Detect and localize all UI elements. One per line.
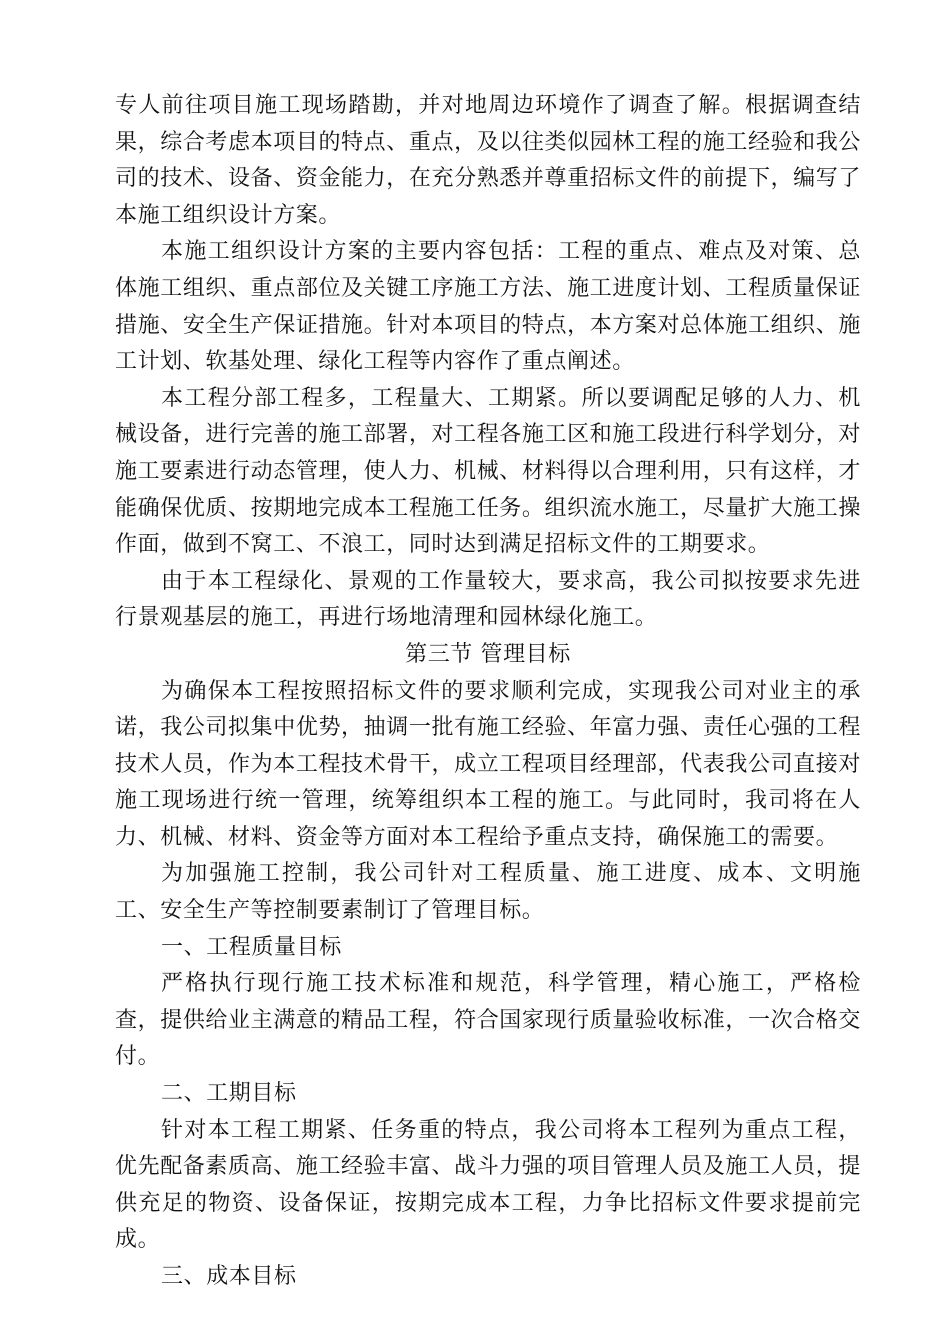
paragraph-continuation: 专人前往项目施工现场踏勘，并对地周边环境作了调查了解。根据调查结果，综合考虑本项目的特点、重点，及以往类似园林工程的施工经验和我公司的技术、设备、资金能力，在充分熟悉并尊重招标文件的前提下，编写了本施工组织设计方案。: [115, 93, 861, 228]
paragraph-control-goals: 为加强施工控制，我公司针对工程质量、施工进度、成本、文明施工、安全生产等控制要素制订了管理目标。: [115, 861, 861, 924]
goal-text-quality: 严格执行现行施工技术标准和规范，科学管理，精心施工，严格检查，提供给业主满意的精品工程，符合国家现行质量验收标准，一次合格交付。: [115, 971, 861, 1070]
paragraph-plan-contents: 本施工组织设计方案的主要内容包括：工程的重点、难点及对策、总体施工组织、重点部位及关键工序施工方法、施工进度计划、工程质量保证措施、安全生产保证措施。针对本项目的特点，本方案对总体施工组织、施工计划、软基处理、绿化工程等内容作了重点阐述。: [115, 239, 861, 375]
goal-heading-schedule: 二、工期目标: [161, 1081, 297, 1107]
section-title: 第三节 管理目标: [405, 641, 571, 667]
goal-heading-cost: 三、成本目标: [161, 1264, 297, 1289]
paragraph-management-intro: 为确保本工程按照招标文件的要求顺利完成，实现我公司对业主的承诺，我公司拟集中优势，抽调一批有施工经验、年富力强、责任心强的工程技术人员，作为本工程技术骨干，成立工程项目经理部，代表我公司直接对施工现场进行统一管理，统筹组织本工程的施工。与此同时，我司将在人力、机械、材料、资金等方面对本工程给予重点支持，确保施工的需要。: [115, 678, 861, 850]
document-body: [115, 88, 861, 1296]
paragraph-landscape-order: 由于本工程绿化、景观的工作量较大，要求高，我公司拟按要求先进行景观基层的施工，再进行场地清理和园林绿化施工。: [115, 568, 861, 631]
goal-heading-quality: 一、工程质量目标: [161, 934, 342, 960]
goal-text-schedule: 针对本工程工期紧、任务重的特点，我公司将本工程列为重点工程，优先配备素质高、施工经验丰富、战斗力强的项目管理人员及施工人员，提供充足的物资、设备保证，按期完成本工程，力争比招标文件要求提前完成。: [115, 1117, 861, 1253]
paragraph-project-scope: 本工程分部工程多，工程量大、工期紧。所以要调配足够的人力、机械设备，进行完善的施工部署，对工程各施工区和施工段进行科学划分，对施工要素进行动态管理，使人力、机械、材料得以合理利用，只有这样，才能确保优质、按期地完成本工程施工任务。组织流水施工，尽量扩大施工操作面，做到不窝工、不浪工，同时达到满足招标文件的工期要求。: [115, 385, 861, 558]
